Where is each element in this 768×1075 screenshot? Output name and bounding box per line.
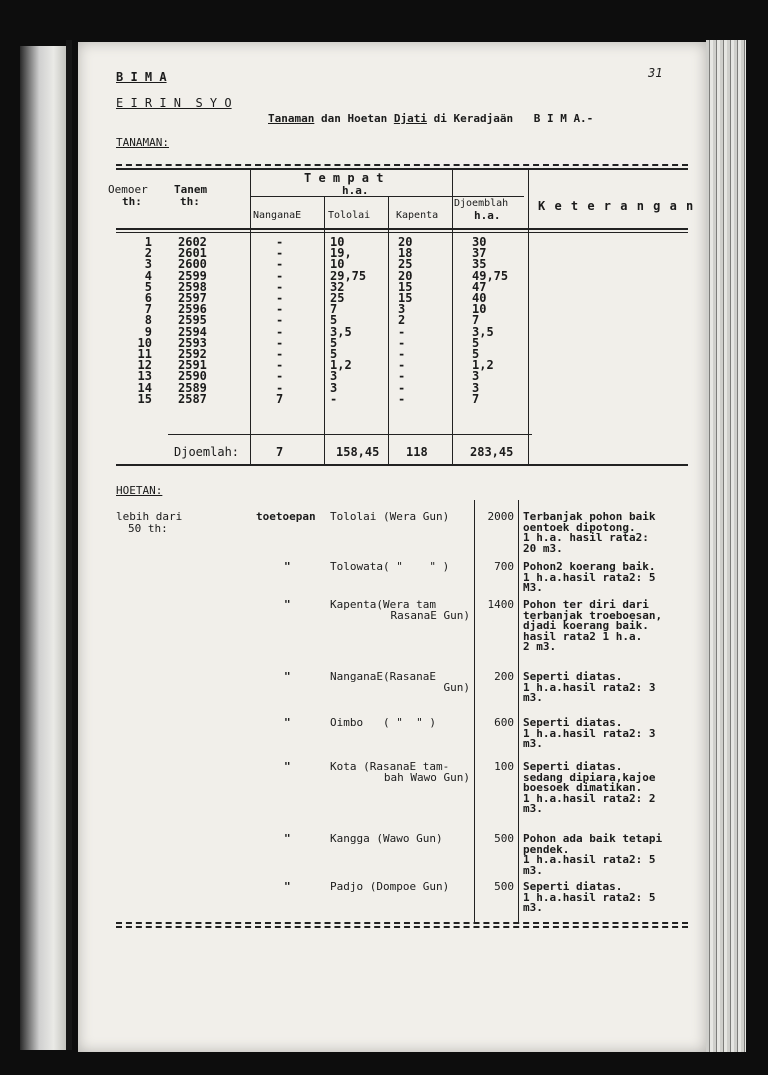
row-kapenta: - <box>398 324 406 339</box>
row-kapenta: 20 <box>398 235 413 249</box>
row-oemoer: 7 <box>144 302 152 317</box>
subtitle-heading: E I R I N S Y O <box>116 96 232 110</box>
row-tanem: 2601 <box>178 246 207 261</box>
title-region: B I M A.- <box>533 112 594 125</box>
binding-edge <box>66 40 72 1050</box>
page-stack-edge <box>706 40 746 1052</box>
head-djoemlah-unit: h.a. <box>474 209 501 222</box>
hoetan-note: Seperti diatas. <box>523 716 623 729</box>
row-tanem: 2593 <box>178 335 207 350</box>
row-tanem: 2599 <box>178 268 207 283</box>
row-nanganae: 7 <box>276 391 284 406</box>
row-nanganae: - <box>276 291 284 305</box>
table-bottom-rule <box>116 464 688 466</box>
row-djoemlah: 49,75 <box>472 268 509 283</box>
section-tanaman-label: TANAMAN: <box>116 136 169 149</box>
hoetan-note: Pohon ter diri dari <box>523 598 649 611</box>
hoetan-note: 1 h.a.hasil rata2: 5 <box>523 890 656 904</box>
head-djoemlah: Djoemblah <box>454 198 509 209</box>
row-djoemlah: 7 <box>472 391 480 406</box>
head-tanem: Tanem <box>174 183 208 196</box>
row-nanganae: - <box>276 235 284 249</box>
hoetan-note: 1 h.a. hasil rata2: <box>523 531 649 544</box>
row-nanganae: - <box>276 313 284 328</box>
ditto-mark: " <box>284 670 291 683</box>
head-tempat: T e m p a t <box>304 171 384 185</box>
row-tololai: 3 <box>330 380 338 395</box>
row-kapenta: 25 <box>398 257 413 272</box>
hoetan-area: 1400 <box>487 598 514 611</box>
row-kapenta: - <box>398 347 406 361</box>
hoetan-note: Terbanjak pohon baik <box>523 510 656 523</box>
row-nanganae: - <box>276 268 284 283</box>
row-tololai: 10 <box>330 257 345 272</box>
head-tanem-unit: th: <box>180 195 200 208</box>
hoetan-area: 200 <box>494 670 514 683</box>
hoetan-note: 2 m3. <box>523 640 557 653</box>
row-nanganae: - <box>276 347 284 361</box>
page-number: 31 <box>648 66 663 80</box>
row-oemoer: 8 <box>144 313 152 328</box>
head-tololai: Tololai <box>328 210 371 221</box>
hoetan-note: 1 h.a.hasil rata2: 3 <box>523 680 656 694</box>
hoetan-place: bah Wawo Gun) <box>383 771 470 784</box>
row-nanganae: - <box>276 380 284 395</box>
row-tololai: 19, <box>330 246 352 261</box>
row-tololai: 5 <box>330 313 338 328</box>
row-djoemlah: 3 <box>472 380 480 395</box>
col-divider-2 <box>324 196 325 464</box>
row-djoemlah: 3 <box>472 369 480 384</box>
row-oemoer: 9 <box>144 324 152 339</box>
hoetan-place: Kangga (Wawo Gun) <box>330 832 443 845</box>
row-djoemlah: 40 <box>472 291 487 305</box>
head-nanganae: NanganaE <box>253 210 302 221</box>
ditto-mark: " <box>284 598 291 611</box>
row-nanganae: - <box>276 246 284 261</box>
row-djoemlah: 5 <box>472 347 480 361</box>
row-tanem: 2598 <box>178 279 207 294</box>
row-tanem: 2592 <box>178 347 207 361</box>
row-tanem: 2595 <box>178 313 207 328</box>
row-kapenta: - <box>398 335 406 350</box>
ditto-mark: " <box>284 716 291 729</box>
row-oemoer: 12 <box>137 358 152 373</box>
row-kapenta: 15 <box>398 279 413 294</box>
row-tanem: 2594 <box>178 324 207 339</box>
row-tololai: 5 <box>330 347 338 361</box>
hoetan-place: Kota (RasanaE tam- <box>330 760 450 773</box>
title-suffix: di Keradjaän <box>433 112 514 125</box>
ditto-mark: " <box>284 832 291 845</box>
row-djoemlah: 1,2 <box>472 358 494 373</box>
head-tempat-unit: h.a. <box>342 184 369 197</box>
row-oemoer: 2 <box>144 246 152 261</box>
row-kapenta: - <box>398 380 406 395</box>
row-tololai: 5 <box>330 335 338 350</box>
row-oemoer: 6 <box>144 291 152 305</box>
hoetan-note: djadi koerang baik. <box>523 619 649 632</box>
row-oemoer: 11 <box>137 347 152 361</box>
document-page <box>78 42 706 1052</box>
hoetan-place: Tololai (Wera Gun) <box>330 510 450 523</box>
hoetan-place: Gun) <box>443 681 470 694</box>
table-top-rule-2 <box>116 168 688 170</box>
hoetan-note: Seperti diatas. <box>523 670 623 683</box>
row-djoemlah: 7 <box>472 313 480 328</box>
table-head-rule <box>116 228 688 230</box>
hoetan-note: m3. <box>523 901 543 914</box>
ditto-mark: " <box>284 560 291 573</box>
ditto-mark: " <box>284 760 291 773</box>
row-tanem: 2591 <box>178 358 207 373</box>
row-tololai: - <box>330 391 338 406</box>
row-tololai: 25 <box>330 291 345 305</box>
head-kapenta: Kapenta <box>396 210 439 221</box>
row-kapenta: 18 <box>398 246 413 261</box>
row-tanem: 2597 <box>178 291 207 305</box>
total-label: Djoemlah: <box>174 445 240 459</box>
hoetan-toetoepan: toetoepan <box>256 510 316 523</box>
row-oemoer: 5 <box>144 279 152 294</box>
row-djoemlah: 35 <box>472 257 487 272</box>
row-tololai: 29,75 <box>330 268 367 283</box>
table-top-rule <box>116 164 688 166</box>
row-tololai: 3,5 <box>330 324 352 339</box>
hoetan-area: 2000 <box>487 510 514 523</box>
row-djoemlah: 5 <box>472 335 480 350</box>
hoetan-col-divider-1 <box>474 500 475 922</box>
row-oemoer: 14 <box>137 380 152 395</box>
hoetan-place: Tolowata( " " ) <box>330 560 450 573</box>
book-spine <box>20 46 68 1050</box>
head-oemoer: Oemoer <box>108 183 148 196</box>
hoetan-place: Kapenta(Wera tam <box>330 598 436 611</box>
row-djoemlah: 3,5 <box>472 324 494 339</box>
hoetan-area: 500 <box>494 832 514 845</box>
hoetan-note: Pohon2 koerang baik. <box>523 560 656 573</box>
row-tololai: 3 <box>330 369 338 384</box>
table-head-rule-2 <box>116 232 688 233</box>
row-djoemlah: 47 <box>472 279 487 294</box>
region-heading: B I M A <box>116 70 167 84</box>
hoetan-note: terbanjak troeboesan, <box>523 608 663 622</box>
head-oemoer-unit: th: <box>122 195 142 208</box>
row-kapenta: - <box>398 358 406 373</box>
hoetan-note: hasil rata2 1 h.a. <box>523 629 643 643</box>
row-kapenta: 20 <box>398 268 413 283</box>
col-divider-1 <box>250 170 251 464</box>
row-tanem: 2602 <box>178 235 207 249</box>
hoetan-note: 20 m3. <box>523 541 563 555</box>
total-djoemlah: 283,45 <box>470 445 514 459</box>
row-tanem: 2600 <box>178 257 207 272</box>
hoetan-note: m3. <box>523 802 543 815</box>
row-nanganae: - <box>276 279 284 294</box>
hoetan-note: m3. <box>523 691 543 704</box>
row-tololai: 1,2 <box>330 358 352 373</box>
row-kapenta: 3 <box>398 302 406 317</box>
hoetan-col-divider-2 <box>518 500 519 922</box>
row-oemoer: 3 <box>144 257 152 272</box>
hoetan-place: RasanaE Gun) <box>390 609 470 622</box>
ditto-mark: " <box>284 880 291 893</box>
hoetan-note: pendek. <box>523 842 570 856</box>
row-tanem: 2596 <box>178 302 207 317</box>
hoetan-area: 600 <box>494 716 514 729</box>
row-oemoer: 1 <box>144 235 152 249</box>
row-tanem: 2589 <box>178 380 207 395</box>
hoetan-note: 1 h.a.hasil rata2: 5 <box>523 853 656 866</box>
total-top-rule <box>168 434 532 435</box>
row-kapenta: - <box>398 369 406 384</box>
row-djoemlah: 30 <box>472 235 487 249</box>
col-divider-3 <box>388 196 389 464</box>
title-djati: Djati <box>393 112 427 125</box>
hoetan-note: boesoek dimatikan. <box>523 781 643 794</box>
row-djoemlah: 37 <box>472 246 487 261</box>
hoetan-note: 1 h.a.hasil rata2: 5 <box>523 570 656 584</box>
row-kapenta: 2 <box>398 313 406 328</box>
title-prefix: Tanaman <box>268 112 315 125</box>
hoetan-note: oentoek dipotong. <box>523 520 636 534</box>
hoetan-age-2: 50 th: <box>128 522 168 535</box>
hoetan-area: 500 <box>494 880 514 893</box>
row-tanem: 2587 <box>178 391 207 406</box>
hoetan-note: Pohon ada baik tetapi <box>523 832 663 845</box>
hoetan-place: Oimbo ( " " ) <box>330 716 436 729</box>
row-oemoer: 4 <box>144 268 152 283</box>
row-nanganae: - <box>276 302 284 317</box>
row-nanganae: - <box>276 369 284 384</box>
row-oemoer: 13 <box>137 369 152 384</box>
row-kapenta: - <box>398 391 406 406</box>
hoetan-note: 1 h.a.hasil rata2: 3 <box>523 726 656 740</box>
col-divider-4 <box>452 170 453 464</box>
hoetan-note: sedang dipiara,kajoe <box>523 770 656 784</box>
hoetan-note: m3. <box>523 863 543 877</box>
hoetan-note: M3. <box>523 581 543 594</box>
document-title <box>268 112 593 125</box>
hoetan-area: 700 <box>494 560 514 573</box>
hoetan-place: Padjo (Dompoe Gun) <box>330 880 450 893</box>
hoetan-place: NanganaE(RasanaE <box>330 670 436 683</box>
bottom-rule-2 <box>116 926 688 928</box>
row-nanganae: - <box>276 324 284 339</box>
total-kapenta: 118 <box>406 445 428 459</box>
row-nanganae: - <box>276 358 284 373</box>
row-oemoer: 10 <box>137 335 152 350</box>
hoetan-note: m3. <box>523 737 543 750</box>
hoetan-note: Seperti diatas. <box>523 880 623 893</box>
section-hoetan-label: HOETAN: <box>116 484 163 497</box>
head-keterangan: K e t e r a n g a n <box>538 199 695 213</box>
row-tololai: 10 <box>330 235 345 249</box>
row-oemoer: 15 <box>137 391 152 406</box>
bottom-rule <box>116 922 688 924</box>
hoetan-note: Seperti diatas. <box>523 760 623 773</box>
row-kapenta: 15 <box>398 291 413 305</box>
row-tanem: 2590 <box>178 369 207 384</box>
row-tololai: 32 <box>330 279 345 294</box>
tempat-subhead-rule <box>250 196 524 197</box>
total-nanganae: 7 <box>276 445 284 459</box>
row-tololai: 7 <box>330 302 338 317</box>
row-nanganae: - <box>276 335 284 350</box>
hoetan-area: 100 <box>494 760 514 773</box>
row-nanganae: - <box>276 257 284 272</box>
hoetan-note: 1 h.a.hasil rata2: 2 <box>523 791 656 805</box>
total-tololai: 158,45 <box>336 445 380 459</box>
col-divider-5 <box>528 170 529 464</box>
row-djoemlah: 10 <box>472 302 487 317</box>
hoetan-age-1: lebih dari <box>116 510 183 523</box>
title-mid: dan Hoetan <box>320 112 388 125</box>
